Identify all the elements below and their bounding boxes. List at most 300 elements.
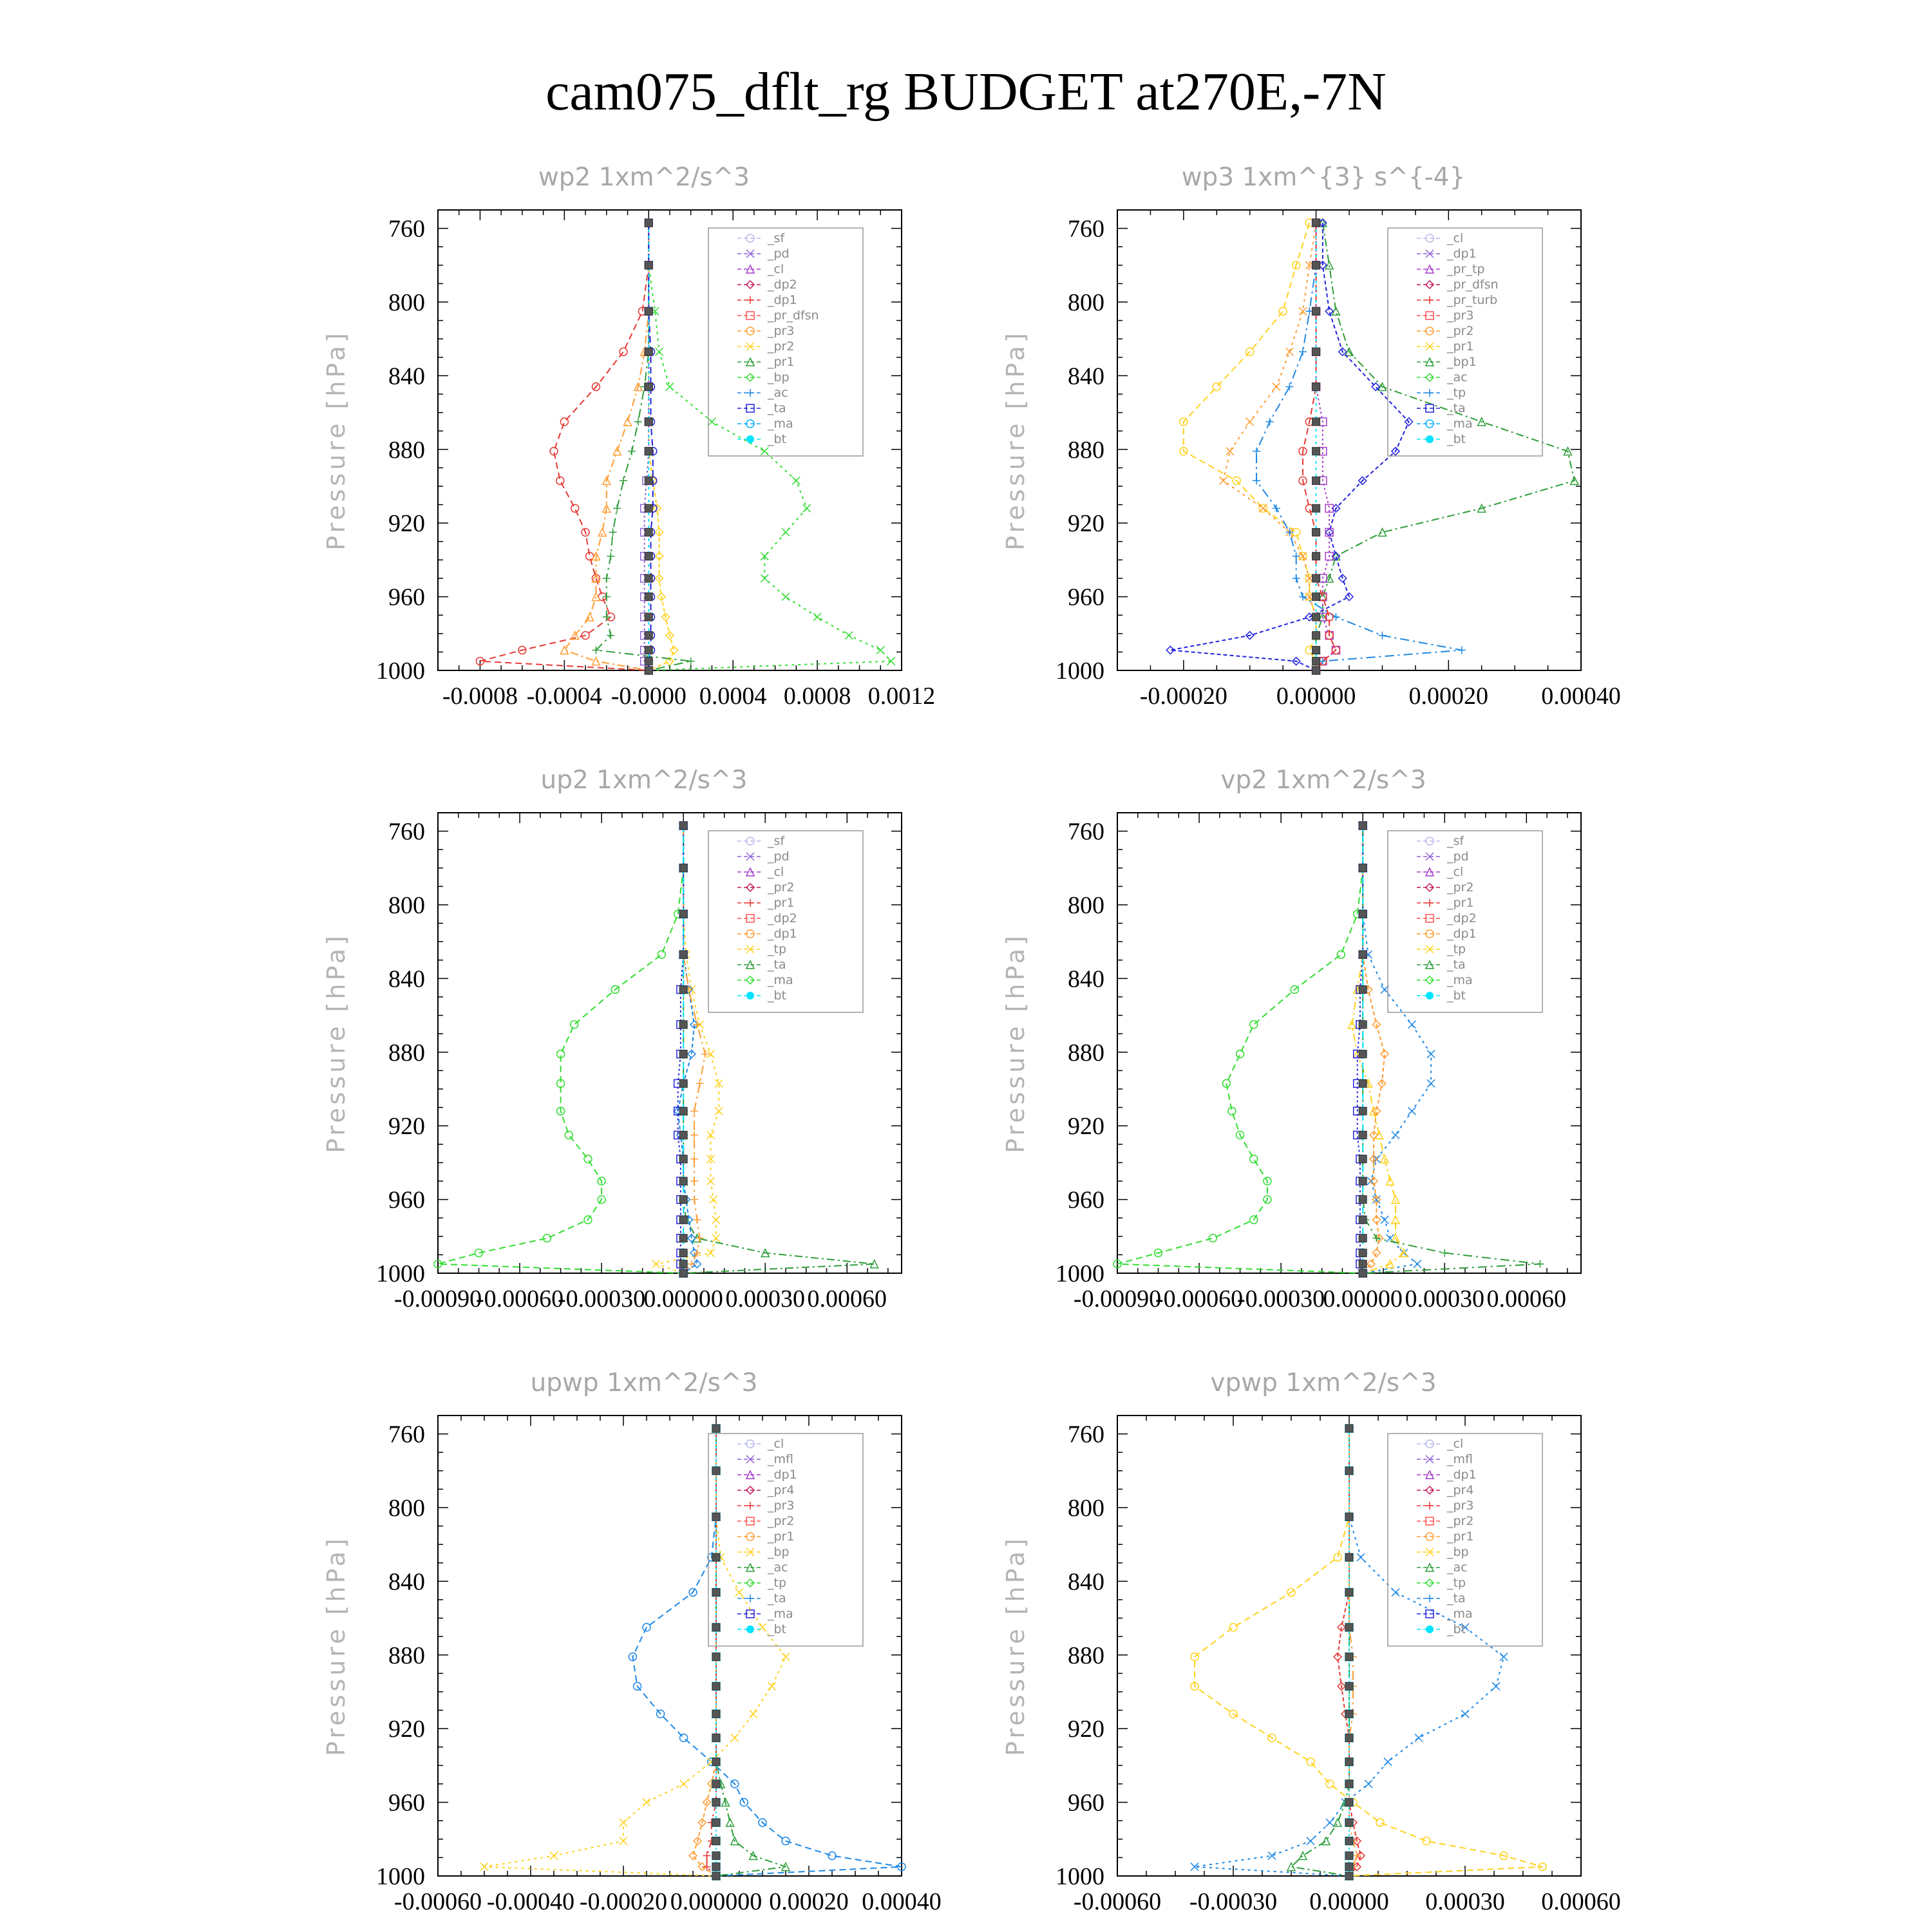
x-tick-label: -0.00030 <box>1189 1888 1278 1915</box>
series-line <box>1224 223 1316 670</box>
legend-label: _pr3 <box>768 324 795 338</box>
zero-marker <box>1345 1589 1353 1596</box>
data-point <box>708 418 715 426</box>
legend-label: _dp1 <box>1447 247 1477 261</box>
zero-marker <box>1359 1132 1367 1139</box>
zero-marker <box>712 1710 720 1718</box>
legend-label: _pr4 <box>768 1483 795 1497</box>
zero-marker <box>679 1107 687 1115</box>
zero-marker <box>712 1837 720 1845</box>
zero-marker <box>712 1589 720 1596</box>
chart-panel <box>322 163 935 710</box>
zero-marker <box>645 647 652 654</box>
zero-marker <box>645 448 652 455</box>
legend-label: _tp <box>1447 942 1466 956</box>
data-point <box>712 1216 720 1224</box>
zero-marker <box>645 593 652 601</box>
y-tick-label: 960 <box>388 583 425 611</box>
data-point <box>666 383 674 391</box>
data-point <box>1293 553 1300 560</box>
legend-label: _pd <box>768 247 790 261</box>
zero-marker <box>1359 1216 1367 1224</box>
zero-marker <box>1359 910 1367 918</box>
data-point <box>1326 1780 1334 1788</box>
data-point <box>707 1177 715 1185</box>
data-point <box>1250 1021 1258 1028</box>
legend-label: _tp <box>1447 386 1466 400</box>
y-tick-label: 800 <box>388 892 425 919</box>
data-point <box>712 1235 720 1242</box>
x-tick-label: -0.00030 <box>558 1285 646 1312</box>
data-point <box>707 1249 715 1257</box>
data-point <box>792 477 800 484</box>
zero-marker <box>1312 667 1320 674</box>
zero-marker <box>1345 1734 1353 1742</box>
data-point <box>480 1863 488 1871</box>
data-point <box>1299 348 1307 355</box>
data-point <box>1365 1780 1372 1788</box>
zero-marker <box>645 667 652 674</box>
y-tick-label: 1000 <box>376 1863 425 1890</box>
legend-marker <box>1426 1502 1434 1510</box>
legend-label: _mfl <box>768 1452 793 1466</box>
y-tick-label: 880 <box>388 1642 425 1669</box>
legend-label: _bt <box>768 432 787 446</box>
y-axis-label: Pressure [hPa] <box>322 933 350 1153</box>
legend-label: _cl <box>768 262 784 276</box>
data-point <box>592 658 600 665</box>
zero-marker <box>1312 529 1320 536</box>
data-point <box>607 632 614 639</box>
data-point <box>1307 1837 1314 1845</box>
zero-marker <box>679 1155 687 1163</box>
zero-marker <box>679 910 687 918</box>
x-tick-label: -0.00060 <box>475 1285 564 1312</box>
legend-label: _ac <box>768 386 788 400</box>
x-tick-label: 0.00030 <box>1425 1888 1505 1915</box>
legend-label: _pr1 <box>768 896 795 910</box>
zero-marker <box>1345 1799 1353 1806</box>
zero-marker <box>1312 307 1320 315</box>
zero-marker <box>1359 1235 1367 1242</box>
data-point <box>813 613 821 621</box>
data-point <box>1279 307 1287 315</box>
legend-label: _dp2 <box>1447 911 1477 925</box>
legend-label: _ta <box>768 401 786 415</box>
plot-frame <box>1117 210 1581 670</box>
data-point <box>1307 1758 1314 1766</box>
y-axis-label: Pressure [hPa] <box>322 1535 350 1756</box>
data-point <box>761 448 768 455</box>
series-line <box>480 223 649 670</box>
x-tick-label: 0.000000 <box>670 1888 762 1915</box>
zero-marker <box>712 1863 720 1871</box>
legend-label: _pd <box>768 849 790 864</box>
panel-title: vp2 1xm^2/s^3 <box>1220 766 1426 795</box>
zero-marker <box>1359 864 1367 872</box>
data-point <box>565 1132 573 1139</box>
legend-marker <box>746 899 754 907</box>
legend-marker <box>1426 1595 1434 1602</box>
data-point <box>620 477 627 484</box>
data-point <box>1299 1852 1307 1860</box>
data-point <box>1337 951 1345 958</box>
legend-label: _cl <box>768 1437 784 1451</box>
data-point <box>670 647 678 654</box>
y-axis-label: Pressure [hPa] <box>1001 933 1030 1153</box>
x-tick-label: 0.00020 <box>1408 683 1489 710</box>
series-line <box>1184 223 1316 670</box>
legend-label: _ta <box>1447 401 1466 415</box>
legend-label: _pr1 <box>768 1530 795 1544</box>
data-point <box>1414 1260 1421 1268</box>
y-tick-label: 960 <box>388 1186 425 1214</box>
legend-label: _bp1 <box>1447 355 1477 369</box>
panel-title: wp3 1xm^{3} s^{-4} <box>1181 163 1466 192</box>
zero-marker <box>1312 219 1320 227</box>
data-point <box>782 1653 790 1661</box>
legend-label: _pr3 <box>1447 1499 1474 1513</box>
x-tick-label: 0.00000 <box>643 1285 723 1312</box>
x-tick-label: -0.00060 <box>1155 1285 1244 1312</box>
data-point <box>1392 1589 1399 1596</box>
x-tick-label: 0.00030 <box>1405 1285 1484 1312</box>
data-point <box>1381 1216 1388 1224</box>
plot-frame <box>438 210 902 670</box>
x-tick-label: 0.00040 <box>1541 683 1621 710</box>
legend-marker <box>1426 435 1434 443</box>
series-line <box>484 1428 786 1876</box>
y-tick-label: 840 <box>388 1568 425 1596</box>
series-line <box>1303 223 1336 670</box>
zero-marker <box>645 658 652 665</box>
zero-marker <box>679 1216 687 1224</box>
data-point <box>690 1177 698 1185</box>
data-point <box>750 1710 757 1718</box>
zero-marker <box>1359 1260 1367 1268</box>
legend-label: _bt <box>1447 432 1466 446</box>
x-tick-label: 0.00060 <box>807 1285 887 1312</box>
legend-label: _bt <box>768 989 787 1003</box>
zero-marker <box>712 1780 720 1788</box>
y-tick-label: 1000 <box>1056 658 1104 685</box>
zero-marker <box>679 1260 687 1268</box>
y-axis-label: Pressure [hPa] <box>322 330 350 551</box>
legend-label: _pr_turb <box>1447 293 1498 307</box>
legend-label: _pr1 <box>1447 896 1474 910</box>
legend-label: _pr2 <box>1447 880 1474 895</box>
y-tick-label: 920 <box>388 510 425 538</box>
legend-label: _pr_dfsn <box>1447 278 1499 292</box>
legend-label: _dp1 <box>1447 1468 1477 1482</box>
data-point <box>1376 1819 1384 1826</box>
legend-label: _ta <box>1447 958 1466 972</box>
y-tick-label: 760 <box>388 215 425 243</box>
figure-title: cam075_dflt_rg BUDGET at270E,-7N <box>545 62 1387 122</box>
zero-marker <box>645 383 652 391</box>
data-point <box>620 348 627 355</box>
zero-marker <box>712 1553 720 1561</box>
legend-label: _ma <box>1447 1607 1473 1621</box>
legend-label: _pr3 <box>768 1499 795 1513</box>
zero-marker <box>645 574 652 582</box>
y-tick-label: 960 <box>388 1789 425 1817</box>
legend-label: _dp1 <box>768 293 797 307</box>
x-tick-label: -0.00040 <box>486 1888 575 1915</box>
data-point <box>687 658 695 665</box>
series-line <box>1170 223 1408 670</box>
zero-marker <box>1345 1653 1353 1661</box>
zero-marker <box>1345 1682 1353 1690</box>
legend-label: _dp2 <box>768 911 797 925</box>
zero-marker <box>1359 1177 1367 1185</box>
x-tick-label: 0.00060 <box>1541 1888 1621 1915</box>
zero-marker <box>1345 1710 1353 1718</box>
zero-marker <box>1312 504 1320 512</box>
data-point <box>1357 1553 1365 1561</box>
legend-label: _pr4 <box>1447 1483 1474 1497</box>
x-tick-label: 0.00020 <box>769 1888 849 1915</box>
data-point <box>696 1235 704 1242</box>
y-tick-label: 1000 <box>376 1260 425 1287</box>
x-tick-label: 0.00000 <box>1323 1285 1403 1312</box>
zero-marker <box>1312 632 1320 639</box>
legend-label: _bt <box>1447 989 1466 1003</box>
data-point <box>1229 1624 1237 1631</box>
data-point <box>761 574 768 582</box>
zero-marker <box>679 986 687 994</box>
zero-marker <box>1345 1624 1353 1631</box>
legend-label: _pr_dfsn <box>768 308 819 323</box>
data-point <box>693 1216 701 1224</box>
legend-label: _pr_tp <box>1447 262 1485 276</box>
zero-marker <box>712 1467 720 1475</box>
zero-marker <box>1312 348 1320 355</box>
zero-marker <box>1359 1107 1367 1115</box>
legend-label: _tp <box>768 942 787 956</box>
data-point <box>1293 574 1300 582</box>
data-point <box>731 1734 739 1742</box>
zero-marker <box>679 1021 687 1028</box>
legend-label: _ma <box>768 1607 793 1621</box>
chart-panel <box>322 1368 942 1915</box>
legend-label: _ta <box>1447 1591 1466 1605</box>
legend-label: _sf <box>768 834 785 848</box>
zero-marker <box>679 1196 687 1204</box>
zero-marker <box>679 864 687 872</box>
data-point <box>1220 477 1227 484</box>
x-tick-label: -0.00030 <box>1237 1285 1325 1312</box>
series-line <box>564 223 649 670</box>
zero-marker <box>645 219 652 227</box>
data-point <box>658 951 665 958</box>
data-point <box>690 1155 698 1163</box>
series-line <box>693 1428 716 1876</box>
zero-marker <box>679 1177 687 1185</box>
data-point <box>1326 1819 1334 1826</box>
legend-label: _dp1 <box>768 1468 797 1482</box>
zero-marker <box>1345 1467 1353 1475</box>
zero-marker <box>1312 448 1320 455</box>
x-tick-label: -0.00020 <box>579 1888 668 1915</box>
y-tick-label: 760 <box>388 818 425 846</box>
data-point <box>609 529 617 536</box>
x-tick-label: 0.0008 <box>783 683 851 710</box>
y-tick-label: 880 <box>1068 436 1104 464</box>
data-point <box>1285 383 1293 391</box>
data-point <box>1441 1249 1448 1257</box>
legend-label: _cl <box>1447 865 1464 879</box>
legend-label: _pr2 <box>1447 324 1474 338</box>
zero-marker <box>1359 1079 1367 1087</box>
x-tick-label: -0.00020 <box>1139 683 1227 710</box>
legend-label: _dp1 <box>768 927 797 941</box>
zero-marker <box>1345 1780 1353 1788</box>
zero-marker <box>645 477 652 484</box>
zero-marker <box>1312 593 1320 601</box>
x-tick-label: 0.00060 <box>1486 1285 1567 1312</box>
chart-panel <box>1001 163 1621 710</box>
data-point <box>1536 1260 1544 1268</box>
zero-marker <box>1312 647 1320 654</box>
y-tick-label: 840 <box>1068 363 1104 390</box>
zero-marker <box>1312 261 1320 269</box>
data-point <box>1334 1553 1341 1561</box>
data-point <box>690 1132 698 1139</box>
data-point <box>876 647 884 654</box>
data-point <box>1427 1079 1435 1087</box>
y-tick-label: 760 <box>1068 1421 1104 1448</box>
data-point <box>690 1196 698 1204</box>
legend-marker <box>1426 899 1434 907</box>
legend-label: _ta <box>768 958 786 972</box>
zero-marker <box>1312 477 1320 484</box>
zero-marker <box>1312 574 1320 582</box>
series-line <box>649 223 674 670</box>
legend-label: _tp <box>768 1576 787 1590</box>
zero-marker <box>645 307 652 315</box>
y-tick-label: 880 <box>388 436 425 464</box>
legend-label: _pr3 <box>1447 308 1474 323</box>
data-point <box>1250 1155 1258 1163</box>
plot-frame <box>1117 813 1581 1273</box>
legend-label: _bp <box>768 370 790 384</box>
legend-label: _pr2 <box>768 339 795 354</box>
data-point <box>1408 1107 1416 1115</box>
zero-marker <box>1359 1196 1367 1204</box>
data-point <box>782 593 790 601</box>
x-tick-label: 0.0004 <box>699 683 767 710</box>
y-tick-label: 800 <box>388 1495 425 1522</box>
data-point <box>1259 504 1267 512</box>
data-point <box>1461 1710 1469 1718</box>
zero-marker <box>679 1235 687 1242</box>
legend-label: _ac <box>1447 370 1468 384</box>
data-point <box>1273 383 1280 391</box>
data-point <box>759 1624 766 1631</box>
series-line <box>1363 826 1385 1273</box>
data-point <box>1253 448 1260 455</box>
legend-label: _ma <box>1447 417 1473 431</box>
zero-marker <box>1345 1553 1353 1561</box>
data-point <box>656 348 663 355</box>
data-point <box>1378 632 1386 639</box>
zero-marker <box>645 632 652 639</box>
y-tick-label: 760 <box>1068 818 1104 846</box>
data-point <box>1423 1837 1430 1845</box>
y-tick-label: 840 <box>388 363 425 390</box>
data-point <box>1213 383 1220 391</box>
y-tick-label: 800 <box>1068 892 1104 919</box>
zero-marker <box>679 951 687 958</box>
zero-marker <box>712 1872 720 1880</box>
y-tick-label: 1000 <box>376 658 425 685</box>
legend-label: _cl <box>1447 1437 1464 1451</box>
data-point <box>710 1196 717 1204</box>
zero-marker <box>712 1799 720 1806</box>
zero-marker <box>1312 658 1320 665</box>
zero-marker <box>1312 383 1320 391</box>
data-point <box>571 1021 578 1028</box>
data-point <box>1322 1837 1330 1845</box>
zero-marker <box>1359 822 1367 829</box>
data-point <box>1299 307 1307 315</box>
zero-marker <box>1345 1872 1353 1880</box>
y-axis-label: Pressure [hPa] <box>1001 330 1030 551</box>
x-tick-label: -0.0008 <box>442 683 518 710</box>
legend-label: _ac <box>1447 1560 1468 1575</box>
legend-label: _pr2 <box>768 1514 795 1528</box>
y-tick-label: 880 <box>388 1039 425 1066</box>
data-point <box>688 1260 696 1268</box>
y-tick-label: 800 <box>1068 1495 1104 1522</box>
zero-marker <box>1312 418 1320 426</box>
y-tick-label: 920 <box>1068 1716 1104 1743</box>
zero-marker <box>645 348 652 355</box>
data-point <box>620 1837 627 1845</box>
y-tick-label: 840 <box>388 965 425 993</box>
y-tick-label: 880 <box>1068 1039 1104 1066</box>
legend-label: _bt <box>768 1622 787 1636</box>
legend-marker <box>1426 389 1434 397</box>
data-point <box>1293 529 1300 536</box>
zero-marker <box>1359 1155 1367 1163</box>
zero-marker <box>712 1425 720 1432</box>
data-point <box>1299 593 1307 601</box>
y-tick-label: 960 <box>1068 1789 1104 1817</box>
panel-title: wp2 1xm^2/s^3 <box>538 163 750 192</box>
zero-marker <box>645 261 652 269</box>
data-point <box>782 529 790 536</box>
zero-marker <box>1345 1513 1353 1520</box>
x-tick-label: 0.0012 <box>867 683 936 710</box>
zero-marker <box>645 613 652 621</box>
x-tick-label: -0.00090 <box>1073 1285 1162 1312</box>
data-point <box>1236 1050 1244 1058</box>
y-tick-label: 760 <box>388 1421 425 1448</box>
data-point <box>603 574 611 582</box>
legend-label: _ac <box>768 1560 788 1575</box>
series-line <box>1117 826 1363 1273</box>
data-point <box>628 448 636 455</box>
y-tick-label: 800 <box>388 289 425 316</box>
zero-marker <box>645 504 652 512</box>
zero-marker <box>679 1249 687 1257</box>
legend-label: _ma <box>1447 973 1473 987</box>
zero-marker <box>1359 1021 1367 1028</box>
y-axis-label: Pressure [hPa] <box>1001 1535 1030 1756</box>
legend-label: _pr1 <box>768 355 795 369</box>
